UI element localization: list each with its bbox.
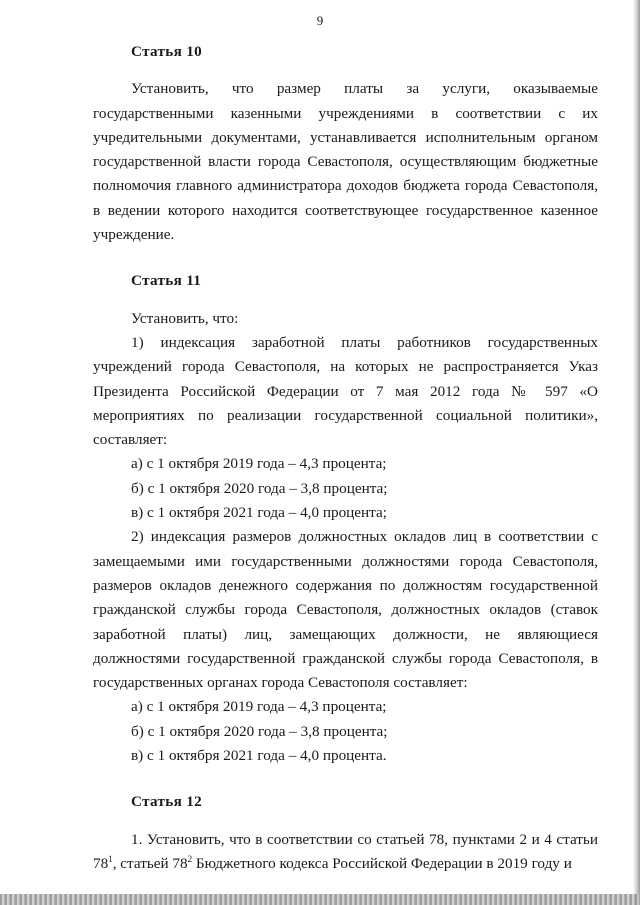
point-1-item-b: б) с 1 октября 2020 года – 3,8 процента; — [131, 479, 388, 497]
article-11-heading: Статья 11 — [131, 272, 202, 290]
point-2-item-c: в) с 1 октября 2021 года – 4,0 процента. — [131, 747, 387, 765]
article-10-heading: Статья 10 — [131, 43, 203, 60]
superscript-1: 1 — [108, 853, 113, 864]
scan-edge-right — [633, 0, 640, 905]
article-12-text-part-3: Бюджетного кодекса Российской Федерации в 2019 году и — [192, 854, 572, 872]
point-1-item-a: а) с 1 октября 2019 года – 4,3 процента; — [131, 455, 387, 473]
article-12-heading: Статья 12 — [131, 793, 203, 811]
article-11-point-1: 1) индексация заработной платы работников государственных учреждений города Севастополя, на которых не распространяется Указ Президента Российской Федерации от 7 мая 2012 года № 597 «О мероприятиях по реализации государственной социальной политики», составляет: — [93, 333, 598, 449]
article-11-point-2: 2) индексация размеров должностных окладов лиц в соответствии с замещаемыми ими государственными должностями города Севастополя, размеров окладов денежного содержания по должностям государственной гражданской службы города Севастополя, должностных окладов (ставок заработной платы) лиц, замещающих должности, не являющиеся должностями государственной гражданской службы города Севастополя, в государственных органах города Севастополя составляет: — [93, 528, 598, 692]
point-2-item-a: а) с 1 октября 2019 года – 4,3 процента; — [131, 698, 387, 716]
point-1-item-c: в) с 1 октября 2021 года – 4,0 процента; — [131, 504, 387, 522]
article-12-text-part-1: 1. Установить, что в соответствии со статьей 78, пунктами 2 и 4 статьи 78 — [93, 830, 598, 872]
page-number: 9 — [316, 13, 324, 28]
article-11-intro: Установить, что: — [131, 309, 239, 327]
article-12-paragraph-1 — [93, 828, 598, 877]
article-10-paragraph: Установить, что размер платы за услуги, оказываемые государственными казенными учреждениями в соответствии с их учредительными документами, устанавливается исполнительным органом государственной власти города Севастополя, осуществляющим бюджетные полномочия главного администратора доходов бюджета города Севастополя, в ведении которого находится соответствующее государственное казенное учреждение. — [93, 80, 598, 244]
article-12-text-part-2: , статьей 78 — [112, 854, 188, 872]
scan-edge-bottom — [0, 894, 640, 905]
point-2-item-b: б) с 1 октября 2020 года – 3,8 процента; — [131, 722, 388, 740]
superscript-2: 2 — [187, 853, 193, 864]
document-body — [93, 40, 598, 876]
